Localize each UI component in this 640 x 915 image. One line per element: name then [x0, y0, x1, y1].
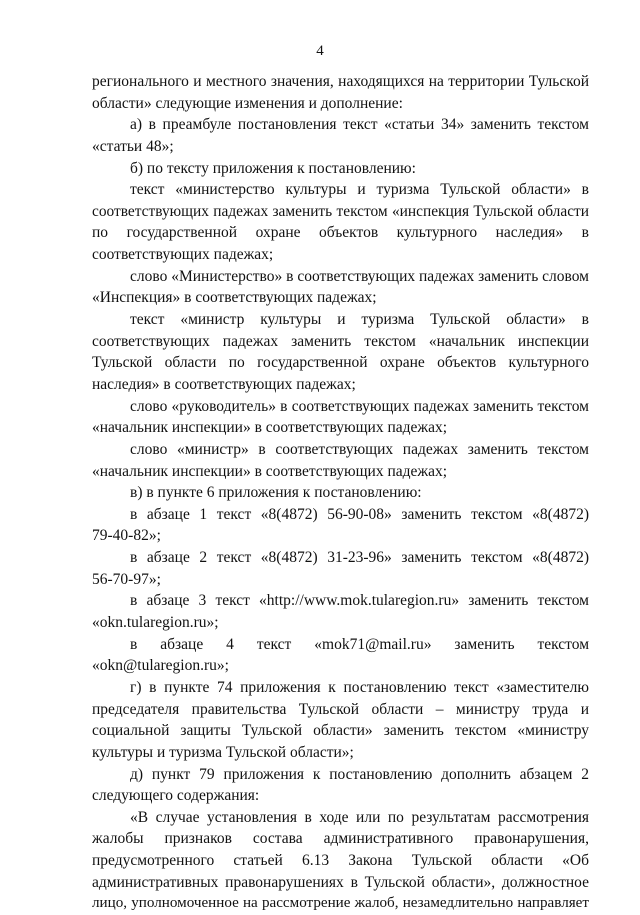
text-line: слово «Министерство» в соответствующих падежах заменить словом	[130, 267, 589, 285]
text-line: а) в преамбуле постановления текст «статьи 34» заменить текстом	[130, 116, 589, 134]
text-line: в абзаце 2 текст «8(4872) 31-23-96» заменить текстом «8(4872)	[130, 549, 589, 567]
text-line: «Инспекция» в соответствующих падежах;	[92, 289, 377, 307]
text-line: регионального и местного значения, находящихся на территории Тульской	[92, 73, 589, 90]
page-number: 4	[316, 43, 324, 59]
text-line: Тульской области по государственной охране объектов культурного	[92, 354, 589, 372]
text-line: лицо, уполномоченное на рассмотрение жалоб, незамедлительно направляет	[92, 895, 589, 912]
text-line: текст «министерство культуры и туризма Тульской области» в	[130, 181, 589, 199]
text-line: «статьи 48»;	[92, 137, 174, 155]
text-line: административных правонарушениях в Тульской области», должностное	[92, 873, 589, 891]
text-line: соответствующих падежах заменить текстом «начальник инспекции	[92, 332, 589, 350]
text-line: «В случае установления в ходе или по результатам рассмотрения	[130, 808, 589, 826]
document-body	[92, 71, 589, 915]
text-line: предусмотренного статьей 6.13 Закона Тульской области «Об	[92, 852, 589, 870]
text-line: «начальник инспекции» в соответствующих падежах;	[92, 462, 448, 480]
text-line: б) по тексту приложения к постановлению:	[130, 159, 416, 177]
text-line: слово «министр» в соответствующих падежах заменить текстом	[130, 440, 589, 458]
text-line: 79-40-82»;	[92, 527, 161, 545]
text-line: в абзаце 1 текст «8(4872) 56-90-08» заменить текстом «8(4872)	[130, 505, 589, 523]
text-line: соответствующих падежах заменить текстом «инспекция Тульской области	[92, 202, 589, 220]
text-line: слово «руководитель» в соответствующих падежах заменить текстом	[130, 397, 589, 415]
text-line: культуры и туризма Тульской области»;	[92, 743, 354, 761]
text-line: следующего содержания:	[92, 787, 260, 805]
text-line: «начальник инспекции» в соответствующих падежах;	[92, 419, 448, 437]
text-line: 56-70-97»;	[92, 570, 161, 588]
text-line: д) пункт 79 приложения к постановлению дополнить абзацем 2	[130, 765, 589, 783]
text-line: социальной защиты Тульской области» заменить текстом «министру	[92, 722, 589, 740]
text-line: текст «министр культуры и туризма Тульской области» в	[130, 311, 589, 329]
text-line: по государственной охране объектов культурного наследия» в	[92, 224, 589, 242]
text-line: в абзаце 3 текст «http://www.mok.tularegion.ru» заменить текстом	[130, 592, 589, 610]
text-line: области» следующие изменения и дополнение:	[92, 94, 403, 112]
text-line: наследия» в соответствующих падежах;	[92, 375, 356, 393]
text-line: соответствующих падежах;	[92, 246, 274, 264]
text-line: г) в пункте 74 приложения к постановлению текст «заместителю	[130, 678, 589, 696]
text-line: в абзаце 4 текст «mok71@mail.ru» заменить текстом	[130, 635, 589, 653]
text-line: «okn.tularegion.ru»;	[92, 614, 219, 632]
text-line: председателя правительства Тульской области – министру труда и	[92, 700, 589, 718]
text-line: в) в пункте 6 приложения к постановлению:	[130, 484, 422, 502]
text-line: «okn@tularegion.ru»;	[92, 657, 229, 675]
text-line: жалобы признаков состава административного правонарушения,	[92, 830, 589, 848]
